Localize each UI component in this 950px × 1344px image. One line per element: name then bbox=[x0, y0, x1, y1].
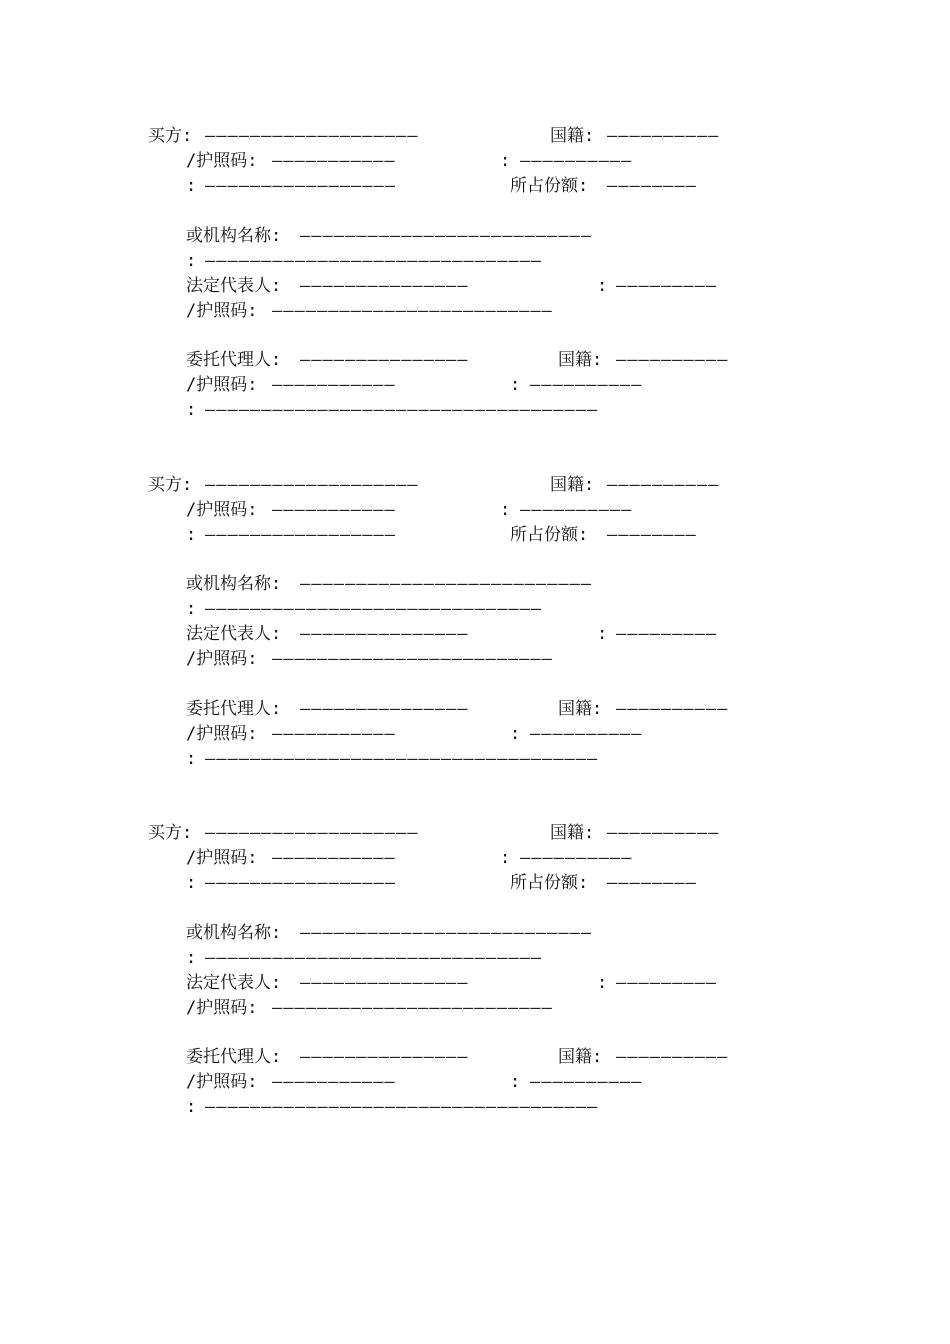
colon-label: : bbox=[597, 973, 608, 993]
buyer-id-blank[interactable]: ——————————— bbox=[272, 500, 396, 520]
colon-label: : bbox=[186, 1097, 197, 1117]
colon-label: : bbox=[186, 599, 197, 619]
legal-rep-id-row bbox=[0, 996, 553, 1020]
agent-label: 委托代理人: bbox=[186, 699, 282, 719]
buyer-nationality-blank[interactable]: —————————— bbox=[607, 475, 720, 495]
buyer-share-blank[interactable]: ———————— bbox=[607, 525, 697, 545]
buyer-address-row bbox=[0, 523, 697, 547]
buyer-share-blank[interactable]: ———————— bbox=[607, 176, 697, 196]
org-name-row bbox=[0, 572, 593, 596]
agent-colon-field-blank[interactable]: —————————— bbox=[530, 724, 643, 744]
agent-address-blank[interactable]: ——————————————————————————————————— bbox=[205, 1097, 599, 1117]
colon-label: : bbox=[186, 873, 197, 893]
org-name-row bbox=[0, 224, 593, 248]
agent-row bbox=[0, 1045, 729, 1069]
agent-nationality-blank[interactable]: —————————— bbox=[616, 1047, 729, 1067]
legal-rep-id-row bbox=[0, 647, 553, 671]
colon-label: : bbox=[186, 251, 197, 271]
org-colon-row bbox=[0, 946, 543, 970]
buyer-label: 买方: bbox=[148, 823, 193, 843]
legal-rep-label: 法定代表人: bbox=[186, 276, 282, 296]
buyer-address-row bbox=[0, 174, 697, 198]
buyer-address-row bbox=[0, 871, 697, 895]
colon-label: : bbox=[186, 749, 197, 769]
id-passport-label: /护照码: bbox=[186, 500, 258, 520]
agent-address-row bbox=[0, 1095, 599, 1119]
legal-rep-colon-field-blank[interactable]: ————————— bbox=[616, 624, 718, 644]
legal-rep-id-blank[interactable]: ————————————————————————— bbox=[272, 649, 553, 669]
colon-label: : bbox=[500, 151, 511, 171]
agent-name-blank[interactable]: ——————————————— bbox=[300, 350, 469, 370]
id-passport-label: /护照码: bbox=[186, 848, 258, 868]
agent-label: 委托代理人: bbox=[186, 350, 282, 370]
colon-label: : bbox=[186, 176, 197, 196]
id-passport-label: /护照码: bbox=[186, 1072, 258, 1092]
agent-address-blank[interactable]: ——————————————————————————————————— bbox=[205, 749, 599, 769]
nationality-label: 国籍: bbox=[550, 475, 595, 495]
org-name-blank[interactable]: —————————————————————————— bbox=[300, 923, 593, 943]
colon-label: : bbox=[510, 375, 521, 395]
buyer-address-blank[interactable]: ————————————————— bbox=[205, 176, 396, 196]
id-passport-label: /护照码: bbox=[186, 301, 258, 321]
colon-label: : bbox=[597, 624, 608, 644]
legal-rep-blank[interactable]: ——————————————— bbox=[300, 624, 469, 644]
buyer-row bbox=[0, 124, 720, 148]
id-passport-label: /护照码: bbox=[186, 375, 258, 395]
legal-rep-row bbox=[0, 971, 718, 995]
share-label: 所占份额: bbox=[510, 873, 589, 893]
id-passport-label: /护照码: bbox=[186, 151, 258, 171]
org-colon-field-blank[interactable]: —————————————————————————————— bbox=[205, 599, 543, 619]
buyer-nationality-blank[interactable]: —————————— bbox=[607, 823, 720, 843]
share-label: 所占份额: bbox=[510, 176, 589, 196]
buyer-share-blank[interactable]: ———————— bbox=[607, 873, 697, 893]
buyer-id-row bbox=[0, 149, 633, 173]
agent-nationality-blank[interactable]: —————————— bbox=[616, 699, 729, 719]
buyer-colon-field-blank[interactable]: —————————— bbox=[520, 151, 633, 171]
nationality-label: 国籍: bbox=[550, 126, 595, 146]
buyer-colon-field-blank[interactable]: —————————— bbox=[520, 848, 633, 868]
agent-id-row bbox=[0, 1070, 643, 1094]
buyer-row bbox=[0, 821, 720, 845]
legal-rep-id-blank[interactable]: ————————————————————————— bbox=[272, 301, 553, 321]
agent-row bbox=[0, 348, 729, 372]
agent-colon-field-blank[interactable]: —————————— bbox=[530, 375, 643, 395]
agent-id-blank[interactable]: ——————————— bbox=[272, 724, 396, 744]
colon-label: : bbox=[186, 948, 197, 968]
legal-rep-label: 法定代表人: bbox=[186, 624, 282, 644]
colon-label: : bbox=[510, 724, 521, 744]
agent-nationality-blank[interactable]: —————————— bbox=[616, 350, 729, 370]
agent-id-row bbox=[0, 722, 643, 746]
buyer-address-blank[interactable]: ————————————————— bbox=[205, 525, 396, 545]
colon-label: : bbox=[500, 848, 511, 868]
id-passport-label: /护照码: bbox=[186, 998, 258, 1018]
buyer-label: 买方: bbox=[148, 126, 193, 146]
buyer-name-blank[interactable]: ——————————————————— bbox=[205, 823, 419, 843]
buyer-colon-field-blank[interactable]: —————————— bbox=[520, 500, 633, 520]
buyer-id-blank[interactable]: ——————————— bbox=[272, 151, 396, 171]
agent-row bbox=[0, 697, 729, 721]
buyer-nationality-blank[interactable]: —————————— bbox=[607, 126, 720, 146]
org-name-label: 或机构名称: bbox=[186, 923, 282, 943]
buyer-id-row bbox=[0, 498, 633, 522]
agent-address-row bbox=[0, 398, 599, 422]
agent-id-row bbox=[0, 373, 643, 397]
agent-address-blank[interactable]: ——————————————————————————————————— bbox=[205, 400, 599, 420]
agent-address-row bbox=[0, 747, 599, 771]
nationality-label: 国籍: bbox=[558, 1047, 603, 1067]
nationality-label: 国籍: bbox=[558, 699, 603, 719]
id-passport-label: /护照码: bbox=[186, 649, 258, 669]
buyer-row bbox=[0, 473, 720, 497]
colon-label: : bbox=[597, 276, 608, 296]
org-name-blank[interactable]: —————————————————————————— bbox=[300, 226, 593, 246]
org-colon-field-blank[interactable]: —————————————————————————————— bbox=[205, 251, 543, 271]
legal-rep-blank[interactable]: ——————————————— bbox=[300, 973, 469, 993]
colon-label: : bbox=[186, 400, 197, 420]
legal-rep-id-row bbox=[0, 299, 553, 323]
buyer-id-blank[interactable]: ——————————— bbox=[272, 848, 396, 868]
legal-rep-blank[interactable]: ——————————————— bbox=[300, 276, 469, 296]
buyer-id-row bbox=[0, 846, 633, 870]
org-name-row bbox=[0, 921, 593, 945]
colon-label: : bbox=[186, 525, 197, 545]
org-colon-field-blank[interactable]: —————————————————————————————— bbox=[205, 948, 543, 968]
share-label: 所占份额: bbox=[510, 525, 589, 545]
org-name-blank[interactable]: —————————————————————————— bbox=[300, 574, 593, 594]
colon-label: : bbox=[510, 1072, 521, 1092]
buyer-address-blank[interactable]: ————————————————— bbox=[205, 873, 396, 893]
buyer-name-blank[interactable]: ——————————————————— bbox=[205, 126, 419, 146]
org-name-label: 或机构名称: bbox=[186, 574, 282, 594]
agent-name-blank[interactable]: ——————————————— bbox=[300, 699, 469, 719]
legal-rep-row bbox=[0, 274, 718, 298]
org-colon-row bbox=[0, 249, 543, 273]
id-passport-label: /护照码: bbox=[186, 724, 258, 744]
agent-id-blank[interactable]: ——————————— bbox=[272, 1072, 396, 1092]
legal-rep-id-blank[interactable]: ————————————————————————— bbox=[272, 998, 553, 1018]
legal-rep-row bbox=[0, 622, 718, 646]
org-colon-row bbox=[0, 597, 543, 621]
legal-rep-colon-field-blank[interactable]: ————————— bbox=[616, 276, 718, 296]
nationality-label: 国籍: bbox=[558, 350, 603, 370]
agent-id-blank[interactable]: ——————————— bbox=[272, 375, 396, 395]
buyer-label: 买方: bbox=[148, 475, 193, 495]
agent-name-blank[interactable]: ——————————————— bbox=[300, 1047, 469, 1067]
buyer-name-blank[interactable]: ——————————————————— bbox=[205, 475, 419, 495]
legal-rep-label: 法定代表人: bbox=[186, 973, 282, 993]
colon-label: : bbox=[500, 500, 511, 520]
agent-label: 委托代理人: bbox=[186, 1047, 282, 1067]
org-name-label: 或机构名称: bbox=[186, 226, 282, 246]
nationality-label: 国籍: bbox=[550, 823, 595, 843]
legal-rep-colon-field-blank[interactable]: ————————— bbox=[616, 973, 718, 993]
agent-colon-field-blank[interactable]: —————————— bbox=[530, 1072, 643, 1092]
